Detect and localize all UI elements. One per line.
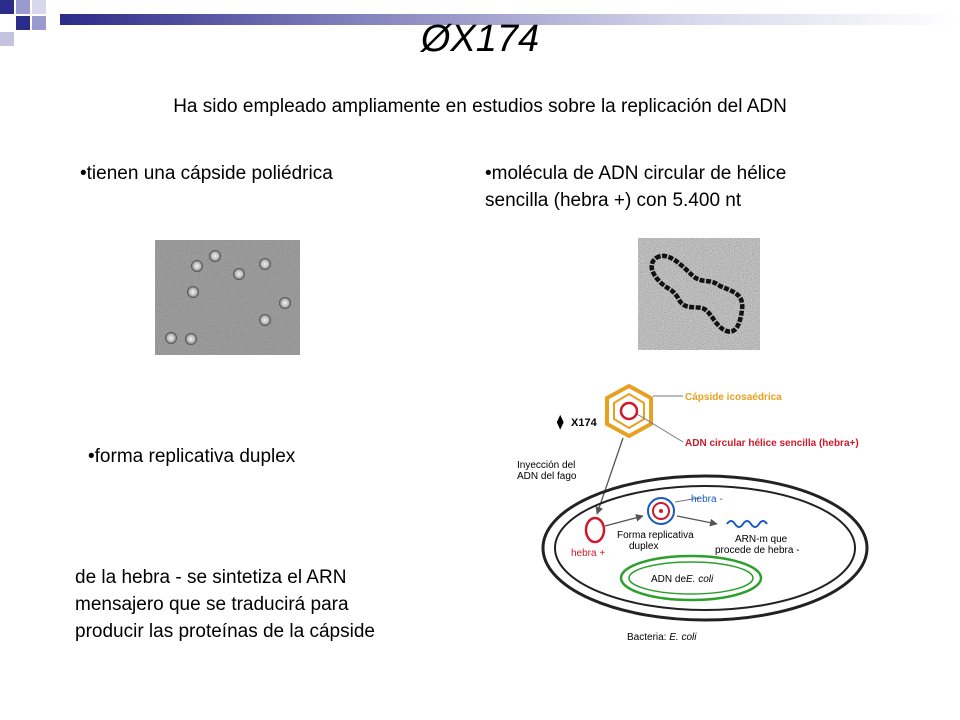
injection-label-line1: Inyección del: [517, 460, 576, 471]
capsid-micrograph: [155, 240, 300, 355]
slide-title: ØX174: [420, 18, 540, 60]
bullet-replicative: •forma replicativa duplex: [88, 446, 296, 467]
bacteria-prefix: Bacteria:: [627, 632, 670, 643]
bullet-dna: [485, 160, 786, 214]
ecoli-dna-italic: E. coli: [686, 574, 714, 585]
ecoli-dna-prefix: ADN de: [651, 574, 687, 585]
bacteria-label: [627, 632, 697, 643]
ecoli-dna-label: [651, 574, 714, 585]
mrna-wave: [727, 521, 767, 527]
mrna-label-line1: ARN-m que: [735, 534, 788, 545]
slide-subtitle: Ha sido empleado ampliamente en estudios sobre la replicación del ADN: [173, 96, 787, 117]
bullet-dna-line2: sencilla (hebra +) con 5.400 nt: [485, 190, 742, 211]
replicative-form: [648, 498, 674, 524]
minus-strand-label: hebra -: [691, 494, 723, 505]
bacteria-italic: E. coli: [669, 632, 697, 643]
bullet-capsid: •tienen una cápside poliédrica: [80, 163, 333, 184]
paragraph-mrna: [75, 564, 375, 645]
dna-micrograph: [638, 238, 760, 350]
plus-strand-circle: [586, 518, 604, 542]
rf-label-line2: duplex: [629, 541, 659, 552]
dna-label: ADN circular hélice sencilla (hebra+): [685, 438, 859, 449]
bullet-dna-line1: •molécula de ADN circular de hélice: [485, 163, 787, 184]
paragraph-line1: de la hebra - se sintetiza el ARN: [75, 567, 347, 588]
paragraph-line2: mensajero que se traducirá para: [75, 594, 349, 615]
rf-label-line1: Forma replicativa: [617, 530, 694, 541]
capsid-hexagon: [607, 386, 651, 436]
mrna-label-line2: procede de hebra -: [715, 545, 800, 556]
capsid-label: Cápside icosaédrica: [685, 392, 782, 403]
phage-label: X174: [571, 417, 597, 429]
phage-symbol: ⧫: [557, 414, 564, 429]
corner-square-light: [32, 0, 46, 14]
corner-square-light: [16, 0, 30, 14]
injection-label-line2: ADN del fago: [517, 471, 577, 482]
replication-diagram: [505, 378, 945, 648]
plus-strand-label: hebra +: [571, 548, 606, 559]
corner-square-dark: [0, 0, 14, 14]
paragraph-line3: producir las proteínas de la cápside: [75, 621, 375, 642]
